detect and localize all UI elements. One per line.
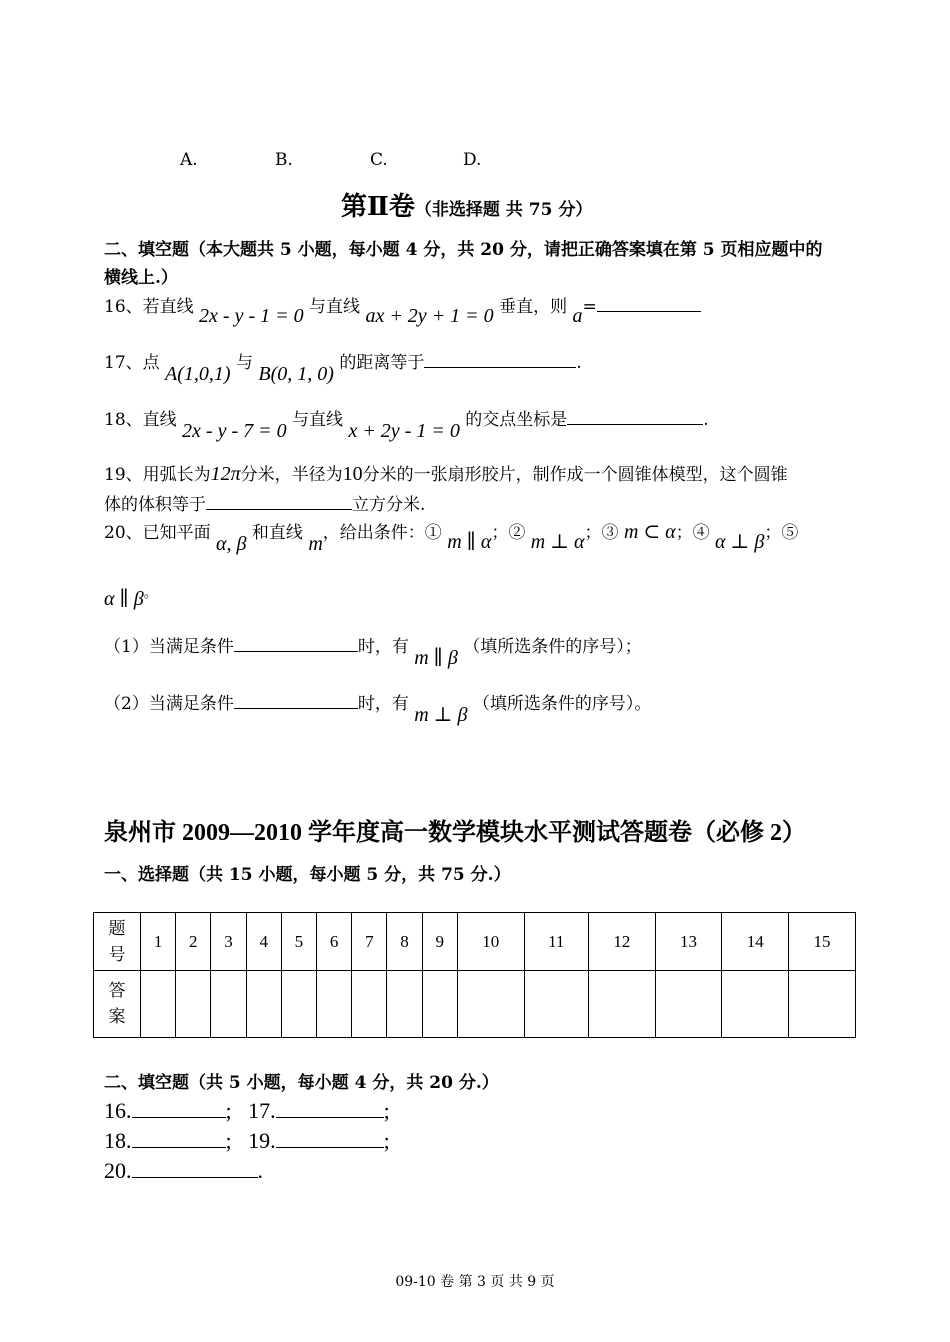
q17-tail: 的距离等于 [339,353,425,373]
answer-cell[interactable] [176,971,211,1038]
q18-eq2: x + 2y - 1 = 0 [348,420,460,442]
q19-mid2: 分米的一张扇形胶片，制作成一个圆锥体模型，这个圆锥 [362,465,788,485]
fill-blank-18[interactable] [132,1123,226,1148]
q18-tail: 的交点坐标是 [465,410,568,430]
q18-number: 18、直线 [104,410,177,430]
answer-sheet-section2: 二、填空题（共 5 小题，每小题 4 分，共 20 分.） [104,1073,499,1093]
q20-condition-5: α ∥ β [104,588,144,610]
q16-tail: 垂直，则 [499,297,568,317]
q20-p1-mid: 时，有 [357,637,409,657]
question-number-cell: 2 [176,913,211,971]
answer-cell[interactable] [457,971,524,1038]
q20-sep-5: ；⑤ [764,523,799,543]
q17-point-a: A(1,0,1) [165,363,231,385]
q20-p1-answer-blank[interactable] [234,632,358,652]
q19-answer-blank[interactable] [206,490,352,510]
q19-line2-start: 体的体积等于 [104,495,206,515]
q16-eq2: ax + 2y + 1 = 0 [365,305,494,327]
q18-mid: 与直线 [292,410,344,430]
fill-sep: ; [383,1128,390,1154]
q20-condition-4: α ⊥ β [715,531,765,553]
answer-cell[interactable] [655,971,722,1038]
fill-blank-20[interactable] [132,1153,258,1178]
fill-blank-16[interactable] [132,1093,226,1118]
q20-p2-start: （2）当满足条件 [104,694,234,714]
q20-p2-end: （填所选条件的序号）。 [472,694,652,714]
question-20-part1 [104,632,642,669]
q16-eq-sign: = [582,297,597,317]
page-footer: 09-10 卷 第 3 页 共 9 页 [395,1274,555,1290]
fill-blank-19[interactable] [276,1123,384,1148]
question-number-cell: 8 [387,913,422,971]
answer-sheet-title: 泉州市 2009—2010 学年度高一数学模块水平测试答题卷（必修 2） [104,820,806,846]
answer-cell[interactable] [524,971,588,1038]
choice-d: D. [463,150,482,170]
q18-end: . [703,410,709,430]
answer-cell[interactable] [281,971,316,1038]
q18-eq1: 2x - y - 7 = 0 [182,420,287,442]
q17-end: . [576,353,582,373]
question-20-part2 [104,689,652,726]
fill-line-18-19 [104,1123,390,1154]
q20-start: 20、已知平面 [104,523,211,543]
question-20-condition-5 [104,586,157,611]
fill-sep: ; [225,1128,232,1154]
question-19-line2 [104,490,425,515]
q17-mid: 与 [236,353,253,373]
q19-start: 19、用弧长为 [104,465,211,485]
question-19-line1 [104,460,788,486]
q20-line: m [308,533,323,555]
q18-answer-blank[interactable] [567,405,703,425]
question-number-cell: 10 [457,913,524,971]
fill-end: . [257,1158,263,1184]
answer-label-cell [94,971,141,1038]
q16-number: 16、若直线 [104,297,194,317]
q20-sep-3: ；③ [584,523,619,543]
answer-table [93,912,856,1038]
fill-label-20: 20. [104,1158,132,1184]
fill-sep: ; [383,1098,390,1124]
q19-mid1: 分米，半径为 [240,465,343,485]
answer-cell[interactable] [789,971,856,1038]
header-label-2: 号 [108,944,126,965]
answer-table-answer-row [94,971,856,1038]
q19-radius: 10 [342,463,363,485]
part2-title: 第Ⅱ卷 [341,192,415,222]
question-number-cell: 11 [524,913,588,971]
q20-condition-5-end: 。 [143,586,157,601]
q16-var: a [572,305,583,327]
q16-eq1: 2x - y - 1 = 0 [199,305,304,327]
question-18 [104,405,709,442]
fill-blank-17[interactable] [276,1093,384,1118]
question-number-cell: 13 [655,913,722,971]
question-number-cell: 15 [789,913,856,971]
question-number-cell: 14 [722,913,789,971]
q20-condition-3: m ⊂ α [623,521,676,543]
section2-heading-line2: 横线上.） [104,268,178,288]
answer-label-1: 答 [108,981,126,1001]
answer-cell[interactable] [722,971,789,1038]
fill-label-16: 16. [104,1098,132,1124]
q20-p2-relation: m ⊥ β [414,704,468,726]
choice-a: A. [180,150,198,170]
answer-table-header-row [94,913,856,971]
q20-condition-1: m ∥ α [447,531,492,553]
q20-p2-mid: 时，有 [357,694,409,714]
answer-cell[interactable] [211,971,246,1038]
question-number-cell: 5 [281,913,316,971]
part2-heading [341,186,592,223]
answer-cell[interactable] [422,971,457,1038]
q20-p1-end: （填所选条件的序号）； [463,637,642,657]
question-16 [104,292,701,327]
fill-label-19: 19. [248,1128,276,1154]
choice-b: B. [275,150,293,170]
q20-p1-start: （1）当满足条件 [104,637,234,657]
answer-cell[interactable] [352,971,387,1038]
q20-given: ，给出条件：① [322,523,442,543]
question-number-cell: 1 [141,913,176,971]
choice-c: C. [370,150,388,170]
q20-sep-2: ；② [491,523,526,543]
fill-label-17: 17. [248,1098,276,1124]
answer-cell[interactable] [588,971,655,1038]
fill-label-18: 18. [104,1128,132,1154]
q17-point-b: B(0, 1, 0) [258,363,334,385]
answer-cell[interactable] [387,971,422,1038]
question-number-cell: 12 [588,913,655,971]
section2-heading-line1: 二、填空题（本大题共 5 小题，每小题 4 分，共 20 分，请把正确答案填在第 5 页相应题中的 [104,240,823,260]
q20-condition-2: m ⊥ α [530,531,585,553]
q16-answer-blank[interactable] [597,292,701,312]
fill-line-16-17 [104,1093,390,1124]
q19-line2-end: 立方分米. [352,495,426,515]
fill-line-20 [104,1153,263,1184]
question-17 [104,348,582,385]
q20-sep-4: ；④ [675,523,710,543]
q16-mid: 与直线 [309,297,361,317]
q20-p2-answer-blank[interactable] [234,689,358,709]
q20-p1-relation: m ∥ β [414,647,458,669]
question-number-cell: 4 [246,913,281,971]
fill-sep: ; [225,1098,232,1124]
answer-label-2: 案 [108,1007,126,1027]
question-number-cell: 9 [422,913,457,971]
part2-subtitle: （非选择题 共 75 分） [414,200,593,220]
q20-planes: α, β [216,533,247,555]
q17-answer-blank[interactable] [424,348,576,368]
question-20 [104,518,799,555]
answer-cell[interactable] [141,971,176,1038]
q19-arc: 12π [210,463,241,485]
header-label-1: 题 [108,918,126,939]
question-number-cell: 7 [352,913,387,971]
question-number-cell: 3 [211,913,246,971]
header-label-cell [94,913,141,971]
answer-sheet-section1: 一、选择题（共 15 小题，每小题 5 分，共 75 分.） [104,865,511,885]
question-number-cell: 6 [317,913,352,971]
answer-cell[interactable] [317,971,352,1038]
q17-number: 17、点 [104,353,160,373]
answer-cell[interactable] [246,971,281,1038]
q20-mid: 和直线 [251,523,303,543]
